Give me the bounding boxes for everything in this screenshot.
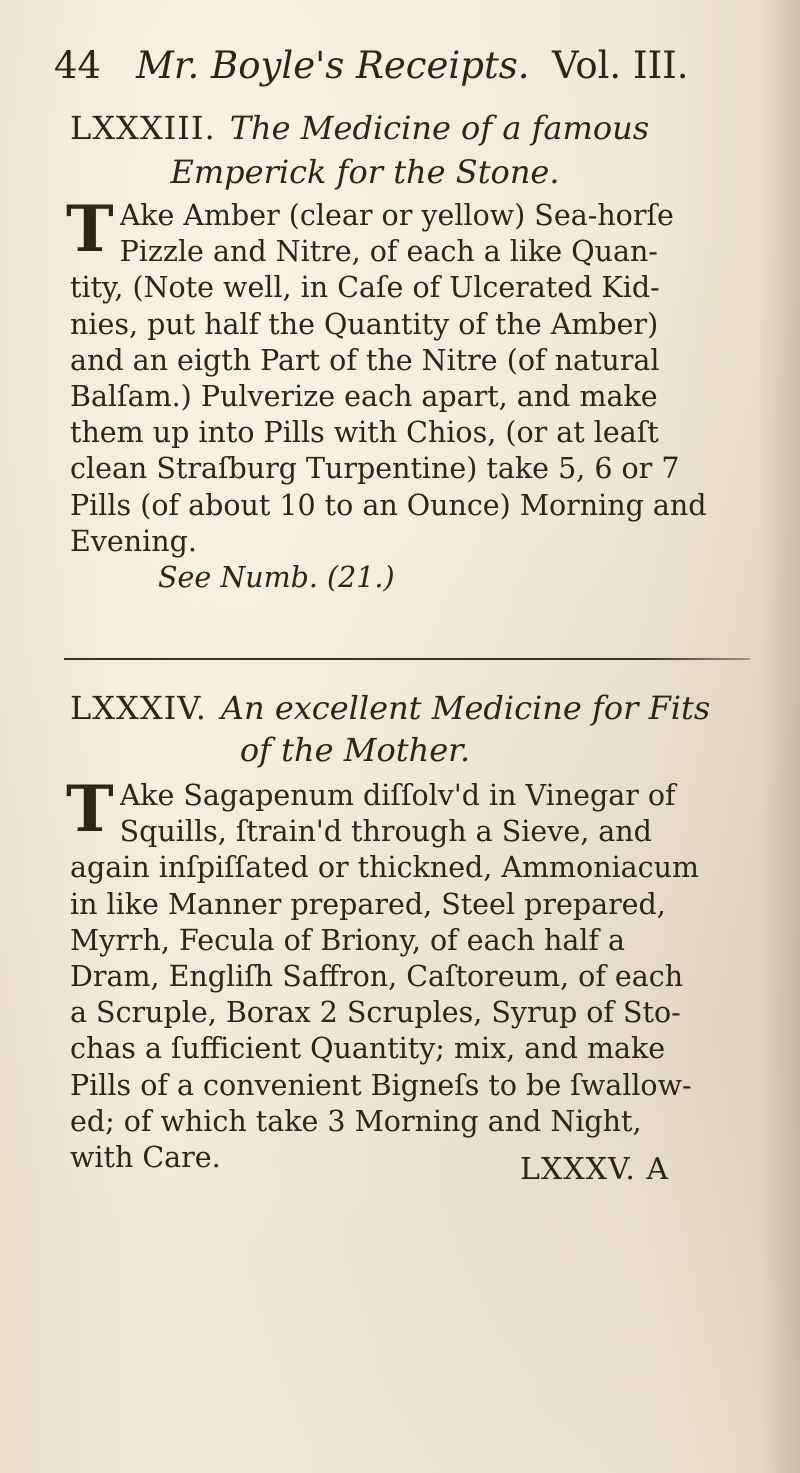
- recipe-83-line: Pills (of about 10 to an Ounce) Morning and: [70, 488, 707, 522]
- recipe-83-line: them up into Pills with Chios, (or at leaſt: [70, 416, 659, 450]
- recipe-83-line: Ake Amber (clear or yellow) Sea-horſe: [119, 199, 674, 232]
- recipe-84-title: An excellent Medicine for Fits: [220, 689, 711, 727]
- recipe-83-line: clean Straſburg Turpentine) take 5, 6 or 7: [70, 452, 680, 486]
- recipe-84-line: Pills of a convenient Bigneſs to be ſwallow-: [70, 1068, 692, 1102]
- recipe-84-line: ed; of which take 3 Morning and Night,: [70, 1104, 642, 1138]
- catchword: LXXXV. A: [520, 1152, 670, 1187]
- recipe-84-line: Dram, Engliſh Saffron, Caſtoreum, of each: [70, 960, 684, 994]
- recipe-83-line: Balſam.) Pulverize each apart, and make: [70, 380, 658, 414]
- recipe-84-line: Myrrh, Fecula of Briony, of each half a: [70, 923, 626, 957]
- recipe-83-number: LXXXIII.: [70, 109, 216, 147]
- recipe-84-line: again inſpiſſated or thickned, Ammoniacum: [70, 851, 700, 885]
- page-edge-shadow: [760, 0, 800, 1473]
- recipe-83-dropcap: T: [66, 192, 114, 267]
- page-number: 44: [54, 44, 102, 87]
- recipe-83-body: [66, 192, 760, 596]
- recipe-83-heading: [70, 108, 760, 148]
- recipe-84: [66, 688, 760, 1176]
- recipe-84-body: [66, 770, 760, 1176]
- recipe-84-number: LXXXIV.: [70, 689, 207, 727]
- recipe-83-line: nies, put half the Quantity of the Amber): [70, 307, 659, 341]
- recipe-83-title: The Medicine of a famous: [229, 109, 650, 147]
- recipe-83-line: Pizzle and Nitre, of each a like Quan-: [119, 235, 658, 269]
- recipe-84-line: with Care.: [70, 1141, 221, 1175]
- section-divider: [64, 658, 750, 660]
- recipe-83-line: and an eigth Part of the Nitre (of natural: [70, 343, 660, 377]
- recipe-84-line: in like Manner prepared, Steel prepared,: [70, 887, 666, 921]
- running-title: Mr. Boyle's Receipts.: [136, 44, 530, 87]
- cross-reference: See Numb. (21.): [158, 561, 395, 595]
- recipe-84-dropcap: T: [66, 772, 114, 847]
- recipe-84-subtitle: of the Mother.: [239, 731, 471, 769]
- recipe-83-line: Evening.: [70, 524, 197, 558]
- recipe-84-line: a Scruple, Borax 2 Scruples, Syrup of Sto-: [70, 996, 681, 1030]
- recipe-83: [66, 108, 760, 596]
- recipe-84-heading: [70, 688, 760, 728]
- running-head: [54, 38, 754, 94]
- recipe-84-line: Ake Sagapenum diſſolv'd in Vinegar of: [119, 779, 676, 812]
- recipe-84-line: Squills, ſtrain'd through a Sieve, and: [119, 815, 652, 849]
- recipe-83-line: tity, (Note well, in Caſe of Ulcerated Kid-: [70, 271, 660, 305]
- recipe-84-line: chas a ſufficient Quantity; mix, and make: [70, 1032, 666, 1066]
- volume-label: Vol. III.: [552, 44, 689, 87]
- recipe-83-subtitle: Emperick for the Stone.: [170, 153, 560, 191]
